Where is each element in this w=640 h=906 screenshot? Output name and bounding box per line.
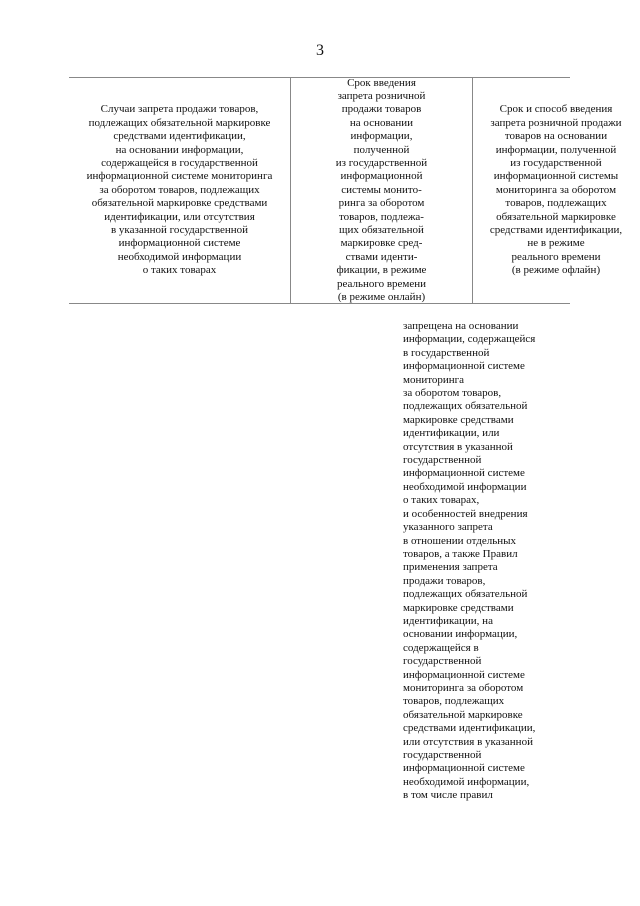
header-column-cases-text: Случаи запрета продажи товаров, подлежащих обязательной маркировке средствами идентификации, на основании информации, содержащейся в государственной информационной системе мониторинга за оборотом товаров, подлежащих обязательной маркировке средствами идентификации, или отсутствия в указанной государственной информационной системе необходимой информации о таких товарах <box>86 103 273 277</box>
header-column-online-text: Срок введения запрета розничной продажи товаров на основании информации, полученной из государственной информационной системы монито- ринга за оборотом товаров, подлежа- щих обязательной маркировке сред- ствами иденти- фикации, в режиме реального времени (в режиме онлайн) <box>335 76 428 304</box>
page-number: 3 <box>316 42 324 59</box>
header-column-offline-text: Срок и способ введения запрета розничной продажи товаров на основании информации, полученной из государственной информационной системы мониторинга за оборотом товаров, подлежащих обязательной маркировке средствами идентификации, не в режиме реального времени (в режиме офлайн) <box>489 103 623 277</box>
header-column-offline <box>473 78 639 303</box>
header-column-online <box>290 78 473 303</box>
table-header <box>69 76 623 304</box>
table-cell-offline-text: запрещена на основании информации, содержащейся в государственной информационной системе мониторинга за оборотом товаров, подлежащих обязательной маркировке средствами идентификации, или отсутствия в указанной государственной информационной системе необходимой информации о таких товарах, и особенностей внедрения указанного запрета в отношении отдельных товаров, а также Правил применения запрета продажи товаров, подлежащих обязательной маркировке средствами идентификации, на основании информации, содержащейся в государственной информационной системе мониторинга за оборотом товаров, подлежащих обязательной маркировке средствами идентификации, или отсутствия в указанной государственной информационной системе необходимой информации, в том числе правил <box>403 320 536 802</box>
header-column-cases <box>69 78 290 303</box>
